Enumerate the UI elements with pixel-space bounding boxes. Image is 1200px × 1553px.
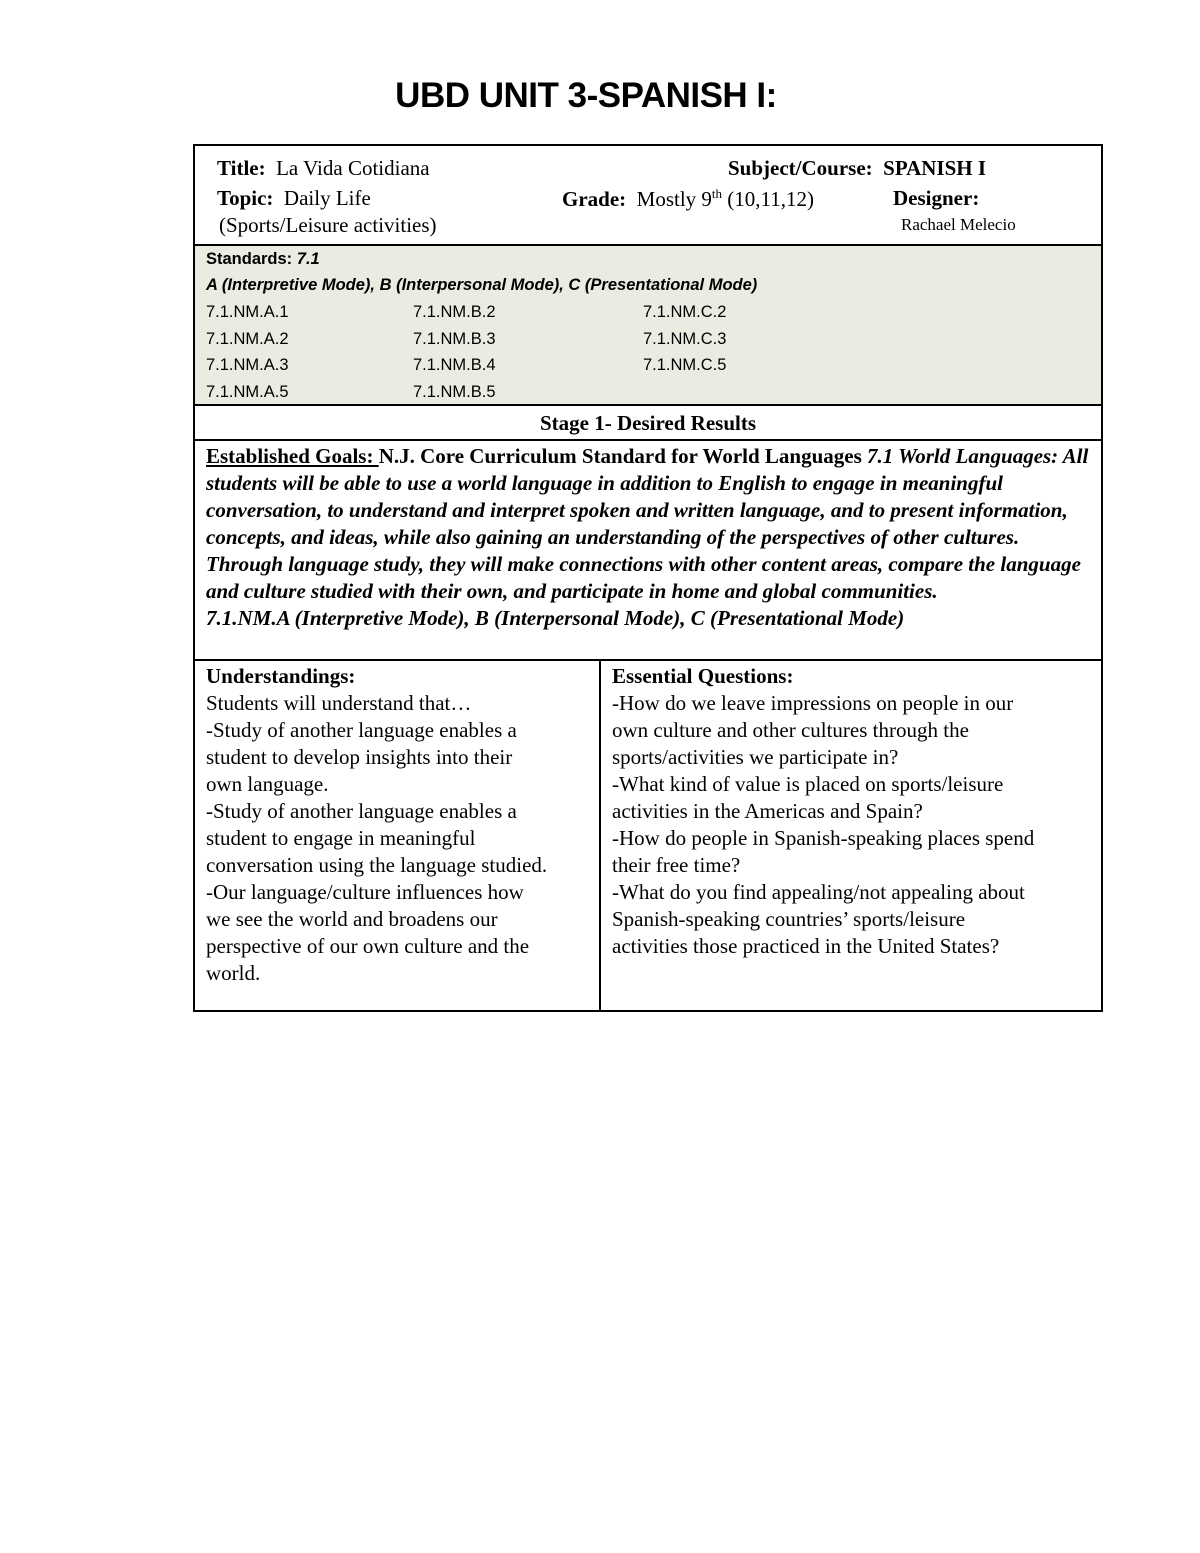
established-goals [195, 441, 1101, 661]
topic-label: Topic: [217, 186, 274, 210]
subject-label: Subject/Course: [728, 156, 873, 180]
essential-question-line: -What do you find appealing/not appealing about [612, 880, 1025, 904]
standards-heading: Standards: 7.1 [206, 250, 320, 268]
designer-value: Rachael Melecio [901, 215, 1016, 234]
essential-question-line: -How do we leave impressions on people in our [612, 691, 1014, 715]
subject-field [728, 156, 986, 181]
topic-value: Daily Life [283, 186, 371, 210]
understanding-line: we see the world and broadens our [206, 907, 498, 931]
understandings-questions-row [195, 661, 1101, 1010]
essential-questions-heading: Essential Questions: [612, 664, 794, 688]
essential-question-line: their free time? [612, 853, 741, 877]
understanding-line: -Study of another language enables a [206, 718, 517, 742]
understandings-column [195, 661, 601, 1010]
understanding-line: world. [206, 961, 261, 985]
goals-modes: 7.1.NM.A (Interpretive Mode), B (Interpersonal Mode), C (Presentational Mode) [206, 606, 905, 630]
standards-modes: A (Interpretive Mode), B (Interpersonal Mode), C (Presentational Mode) [206, 276, 758, 294]
standard-code: 7.1.NM.B.4 [413, 356, 496, 374]
standard-code: 7.1.NM.B.5 [413, 382, 496, 401]
title-value: La Vida Cotidiana [276, 156, 430, 180]
stage-title: Stage 1- Desired Results [195, 406, 1101, 441]
understanding-line: -Study of another language enables a [206, 799, 517, 823]
essential-question-line: activities those practiced in the United States? [612, 934, 1000, 958]
topic-field [217, 186, 371, 211]
standard-code: 7.1.NM.A.2 [206, 329, 289, 348]
essential-questions-list [612, 690, 1093, 960]
standard-code: 7.1.NM.B.3 [413, 329, 496, 348]
understandings-list [206, 690, 591, 987]
understanding-line: conversation using the language studied. [206, 853, 548, 877]
understanding-line: own language. [206, 772, 329, 796]
understandings-heading: Understandings: [206, 664, 356, 688]
standard-code: 7.1.NM.A.3 [206, 356, 289, 374]
grade-field [562, 186, 814, 212]
essential-question-line: sports/activities we participate in? [612, 745, 899, 769]
title-label: Title: [217, 156, 266, 180]
essential-question-line: -What kind of value is placed on sports/leisure [612, 772, 1004, 796]
standards-section [195, 246, 1101, 406]
standard-code: 7.1.NM.A.5 [206, 382, 289, 401]
goals-intro: N.J. Core Curriculum Standard for World Languages [378, 444, 868, 468]
grade-value: Mostly 9th (10,11,12) [636, 186, 815, 211]
title-field [217, 156, 430, 181]
goals-text: 7.1 World Languages: All students will be able to use a world language in addition to English to engage in meaningful conversation, to understand and interpret spoken and written language, and to present information, concepts, and ideas, while also gaining an understanding of the perspectives of other cultures. Through language study, they will make connections with other content areas, compare the language and culture studied with their own, and participate in home and global communities. [206, 444, 1089, 603]
standard-code: 7.1.NM.C.5 [643, 356, 727, 374]
standard-code: 7.1.NM.B.2 [413, 303, 496, 321]
understanding-line: student to develop insights into their [206, 745, 513, 769]
goals-label: Established Goals: [206, 444, 379, 468]
standard-code: 7.1.NM.C.2 [643, 303, 727, 321]
subject-value: SPANISH I [883, 156, 987, 180]
understanding-line: -Our language/culture influences how [206, 880, 524, 904]
designer-label: Designer: [893, 186, 980, 210]
understanding-line: student to engage in meaningful [206, 826, 476, 850]
topic-value-2: (Sports/Leisure activities) [219, 213, 437, 237]
essential-question-line: activities in the Americas and Spain? [612, 799, 923, 823]
essential-question-line: -How do people in Spanish-speaking places spend [612, 826, 1035, 850]
standard-code: 7.1.NM.C.3 [643, 329, 727, 348]
essential-question-line: Spanish-speaking countries’ sports/leisure [612, 907, 966, 931]
unit-header [195, 146, 1101, 246]
grade-label: Grade: [562, 187, 627, 211]
document-title: UBD UNIT 3-SPANISH I: [395, 76, 777, 115]
ubd-unit-table [193, 144, 1103, 1012]
understanding-line: perspective of our own culture and the [206, 934, 530, 958]
understanding-line: Students will understand that… [206, 691, 472, 715]
standard-code: 7.1.NM.A.1 [206, 303, 289, 321]
essential-question-line: own culture and other cultures through the [612, 718, 969, 742]
essential-questions-column [601, 661, 1101, 1010]
